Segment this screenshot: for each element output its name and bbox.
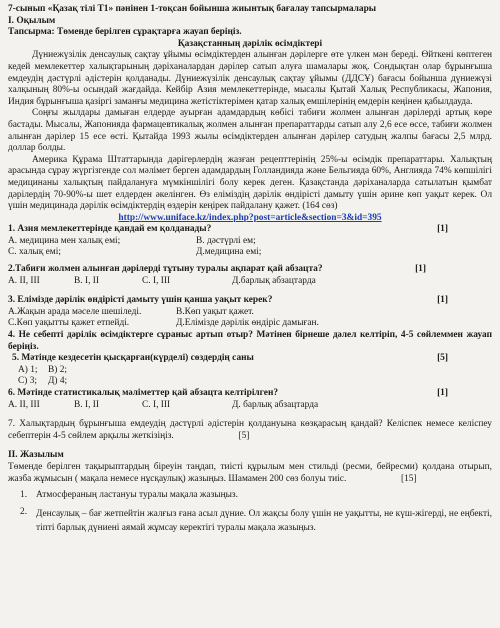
- question-points: [5]: [238, 430, 250, 441]
- option[interactable]: В) 2;: [48, 364, 68, 375]
- question-1-options: [8, 236, 492, 248]
- question-text: 1. Азия мемлекеттерінде қандай ем қолданады?: [8, 224, 212, 235]
- question-3: [8, 295, 492, 307]
- option[interactable]: А) 1;: [18, 364, 38, 375]
- question-points: [1]: [415, 264, 426, 275]
- option[interactable]: В. дәстүрлі ем;: [196, 235, 256, 246]
- option[interactable]: Д.Елімізде дәрілік өндіріс дамыған.: [176, 318, 319, 329]
- section-writing-title: II. Жазылым: [8, 450, 64, 461]
- option[interactable]: А.Жақын арада мәселе шешіледі.: [8, 306, 142, 317]
- question-5: [8, 353, 492, 365]
- option[interactable]: В.Көп уақыт қажет.: [176, 306, 254, 317]
- document-title: 7-сынып «Қазақ тілі Т1» пәнінен 1-тоқсан бойынша жиынтық бағалау тапсырмалары: [8, 4, 377, 14]
- option[interactable]: С. І, ІІІ: [142, 399, 171, 410]
- question-5-options: [8, 365, 492, 377]
- paragraph-1: Дүниежүзілік денсаулық сақтау ұйымы өсімдіктерден алынған дәрілерге өте үлкен мән береді. Өйткені көптеген кедей мемлекеттер халықтарының дәріханалардан дәрілер сатып алуға шамалары жоқ. Сондықтан олар бұрынғыша емдеудің дәстүрлі әдістерін қолданады. Дүниежүзілік денсаулық сақтау ұйымы (ДДСҰ) бағасы бойынша дүниежүзі халқының 80%-ы осындай жағдайда. Кейбір Азия мемлекеттерінде, мысалы Қытай Халық Республикасы, Жапония, Индия бұрынғыша қазіргі заманғы медицина жетістіктерімен қатар халық емшілерінің емдерін кеңінен қабылдауда.: [8, 50, 492, 107]
- question-3-options: [8, 307, 492, 319]
- task-instruction: Тапсырма: Төменде берілген сұрақтарға жауап беріңіз.: [8, 27, 242, 38]
- option[interactable]: С. І, ІІІ: [142, 275, 171, 286]
- question-6: [8, 388, 492, 400]
- question-4: 4. Не себепті дәрілік өсімдіктерге сұраныс артып отыр? Мәтінен бірнеше дәлел келтіріп, 4-5 сөйлеммен жауап беріңіз.: [8, 330, 492, 352]
- question-text: 2.Табиғи жолмен алынған дәрілерді тұтыну туралы ақпарат қай абзацта?: [8, 264, 323, 275]
- question-6-options: [8, 400, 492, 412]
- question-2-options: [8, 276, 492, 288]
- option[interactable]: А. ІІ, ІІІ: [8, 399, 40, 410]
- question-7: [8, 419, 492, 442]
- option[interactable]: С. халық емі;: [8, 247, 61, 258]
- question-1: [8, 224, 492, 236]
- question-points: [1]: [437, 224, 448, 235]
- option[interactable]: С.Көп уақытты қажет етпейді.: [8, 318, 130, 329]
- writing-instructions: Төменде берілген тақырыптардың біреуін таңдап, тиісті құрылым мен стильді (ресми, бейресми) қолдана отырып, жазба жұмысын ( мақала немесе нұсқаулық) жазыңыз. Шамамен 200 сөз болуы тиіс. [15]: [8, 461, 492, 484]
- question-points: [1]: [437, 388, 448, 398]
- writing-points: [15]: [400, 473, 417, 484]
- text-title: Қазақстанның дәрілік өсімдіктері: [177, 38, 323, 49]
- question-2: [8, 264, 492, 276]
- option[interactable]: С) 3;: [18, 376, 38, 387]
- option[interactable]: Д.медицина емі;: [196, 247, 262, 258]
- option[interactable]: Д.барлық абзацтарда: [232, 275, 316, 286]
- question-text: 3. Елімізде дәрілік өндірісті дамыту үшін қанша уақыт керек?: [8, 295, 273, 306]
- source-link[interactable]: http://www.uniface.kz/index.php?post=article&section=3&id=395: [118, 212, 382, 223]
- writing-topic-1: 1. Атмосфераның ластануы туралы мақала жазыңыз.: [20, 490, 238, 501]
- question-text: 7. Халықтардың бұрынғыша емдеудің дәстүрлі әдістерін қолдануына көзқарасың қандай? Келіспек немесе келіспеу себептерін 4-5 сөйлем арқылы жеткізіңіз.: [8, 419, 492, 441]
- worksheet-page: [8, 4, 492, 620]
- writing-topic-2: 2. Денсаулық – бағ жетпейтін жалғыз ғана асыл дүние. Ол жақсы болу үшін не уақытты, не күш-жігерді, не еңбекті, тіпті барлық дүниені аямай жұмсау керектігі туралы мақала жазыңыз.: [20, 506, 492, 533]
- paragraph-3: Америка Құрама Штаттарында дәрігерлердің жазған рецепттерінің 25%-ы өсімдік препараттары. Халықтың арасында сұрау жүргізгенде сол мәлімет берген адамдардың Голландияда және Бельгияда 60%, Англияда 74% көпшілігі медицинаны халықтың пайдалануға мүмкіншілігі болу керек деген. Қазақстанда дәріханаларда сатылатын қымбат дәрілердің 70-90%-ы шет елдерден әкелінген. Өз еліміздің дәрілік өндірісті дамыту үшін әрине көп уақыт керек. Ол үшін медицинада дәрілік өсімдіктердің өздерін кеңірек пайдалану қажет. (164 сөз): [8, 154, 492, 212]
- option[interactable]: Д) 4;: [48, 376, 68, 387]
- option[interactable]: А. ІІ, ІІІ: [8, 275, 40, 286]
- question-points: [1]: [437, 295, 448, 306]
- question-text: 6. Мәтінде статистикалық мәліметтер қай абзацта келтірілген?: [8, 388, 279, 398]
- question-points: [5]: [437, 353, 448, 364]
- option[interactable]: В. І, ІІ: [74, 275, 99, 286]
- option[interactable]: Д. барлық абзацтарда: [232, 399, 319, 410]
- question-text: 5. Мәтінде кездесетін қысқарған(күрделі) сөздердің саны: [12, 353, 254, 364]
- option[interactable]: А. медицина мен халық емі;: [8, 235, 121, 246]
- section-reading-title: I. Оқылым: [8, 15, 56, 26]
- paragraph-2: Соңғы жылдары дамыған елдерде ауырған адамдардың көбісі табиғи жолмен алынған дәрілерді артық көре бастады. Мысалы, Жапонияда фармацевтикалық жолмен алынған препараттарды сатып алу 2,6 есе өссе, табиғи жолмен алынған дәрілер 15 есе өсті. Қытайда 1993 жылы өсімдіктерден алынған дәрілер сатудың жалпы бағасы 2,5 млрд. доллар болды.: [8, 108, 492, 154]
- option[interactable]: В. І, ІІ: [74, 399, 99, 410]
